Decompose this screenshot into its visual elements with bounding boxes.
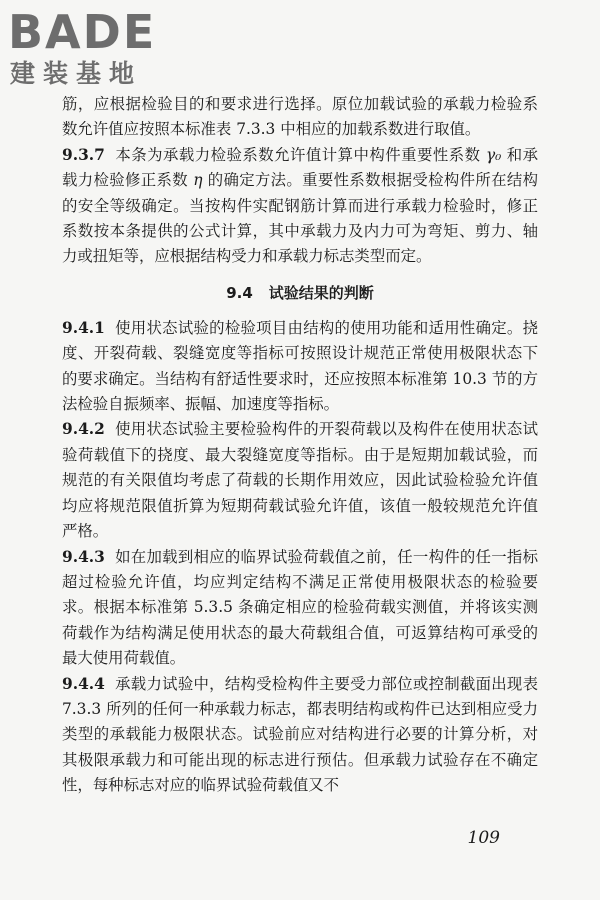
page-number: 109 [467,828,500,848]
section-number: 9.4 [226,283,253,302]
continued-paragraph: 筋，应根据检验目的和要求进行选择。原位加载试验的承载力检验系数允许值应按照本标准表 7.3.3 中相应的加载系数进行取值。 [62,95,538,139]
clause-9-4-1 [62,316,538,418]
clause-9-3-7 [62,143,538,270]
clause-9-4-2 [62,417,538,544]
clause-text: 本条为承载力检验系数允许值计算中构件重要性系数 [114,145,486,164]
section-title: 试验结果的判断 [268,283,374,302]
clause-number: 9.4.1 [62,318,105,337]
clause-number: 9.4.2 [62,420,105,439]
gamma-symbol: γ₀ [485,145,502,164]
clause-9-4-3 [62,545,538,672]
clause-text: 的确定方法。重要性系数根据受检构件所在结构的安全等级确定。当按构件实配钢筋计算而进行承载力检验时，修正系数按本条提供的公式计算，其中承载力及内力可为弯矩、剪力、轴力或扭矩等，应根据结构受力和承载力标志类型而定。 [62,171,538,266]
clause-text: 和承载力检验修正系数 [62,145,538,190]
clause-number: 9.4.3 [62,547,105,566]
logo-subtitle: 建装基地 [10,59,143,88]
eta-symbol: η [193,171,203,190]
clause-number: 9.3.7 [62,145,105,164]
section-heading [62,282,538,304]
clause-number: 9.4.4 [62,674,105,693]
page-content [62,92,538,799]
clause-text: 如在加载到相应的临界试验荷载值之前，任一构件的任一指标超过检验允许值，均应判定结构不满足正常使用极限状态的检验要求。根据本标准第 5.3.5 条确定相应的检验荷载实测值，并将该实测荷载作为结构满足使用状态的最大荷载组合值，可返算结构可承受的最大使用荷载值。 [62,547,538,668]
clause-text: 使用状态试验的检验项目由结构的使用功能和适用性确定。挠度、开裂荷载、裂缝宽度等指标可按照设计规范正常使用极限状态下的要求确定。当结构有舒适性要求时，还应按照本标准第 10.3 节的方法检验自振频率、振幅、加速度等指标。 [62,318,538,414]
clause-9-4-4 [62,672,538,799]
clause-text: 使用状态试验主要检验构件的开裂荷载以及构件在使用状态试验荷载值下的挠度、最大裂缝宽度等指标。由于是短期加载试验，而规范的有关限值均考虑了荷载的长期作用效应，因此试验检验允许值均应将规范限值折算为短期荷载试验允许值，该值一般较规范允许值严格。 [62,420,538,541]
logo-text: BADE [8,5,157,59]
clause-text: 承载力试验中，结构受检构件主要受力部位或控制截面出现表 7.3.3 所列的任何一种承载力标志，都表明结构或构件已达到相应受力类型的承载能力极限状态。试验前应对结构进行必要的计算分析，对其极限承载力和可能出现的标志进行预估。但承载力试验存在不确定性，每种标志对应的临界试验荷载值又不 [62,674,538,795]
bade-logo [8,6,188,86]
